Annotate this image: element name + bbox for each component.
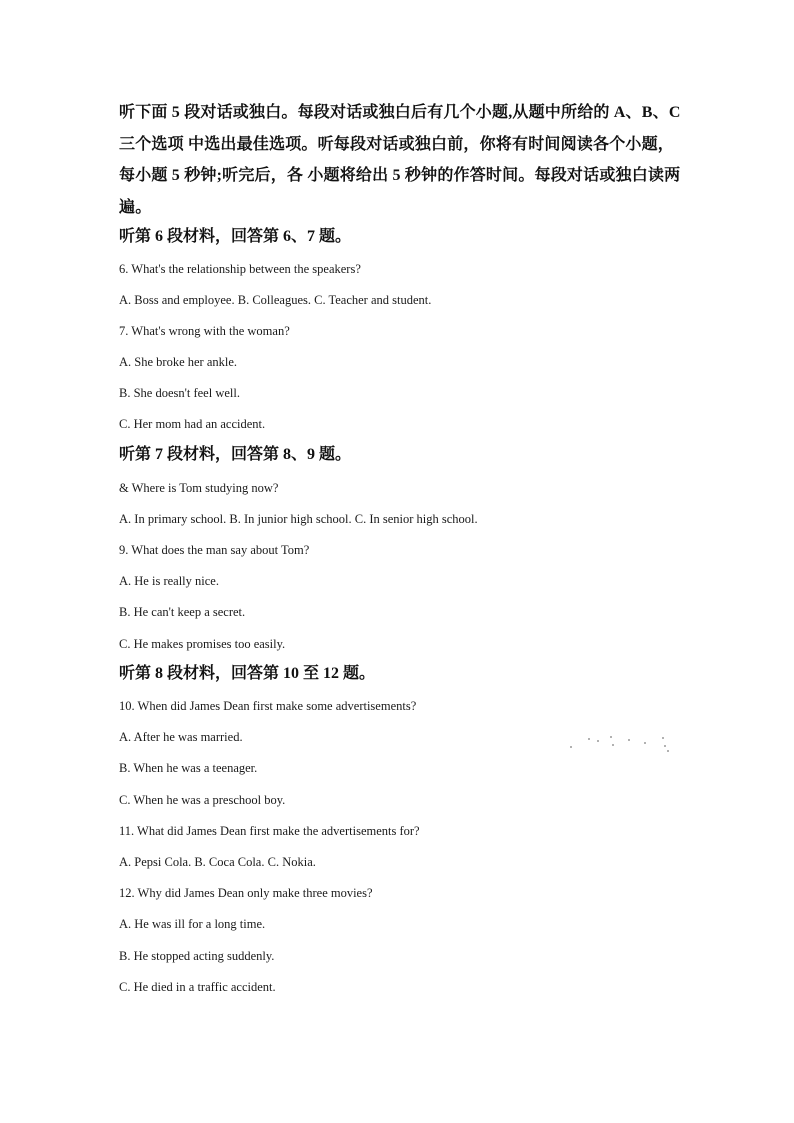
question-6-options: A. Boss and employee. B. Colleagues. C. Teacher and student. [119,293,432,307]
question-10-option-b: B. When he was a teenager. [119,761,258,775]
section-6-heading: 听第 6 段材料，回答第 6、7 题。 [119,228,352,245]
listening-instructions [119,97,679,223]
question-8-options: A. In primary school. B. In junior high school. C. In senior high school. [119,512,478,526]
question-7-option-a: A. She broke her ankle. [119,355,238,369]
section-8-heading: 听第 8 段材料，回答第 10 至 12 题。 [119,665,376,682]
question-12: 12. Why did James Dean only make three movies? [119,886,373,900]
question-9-option-b: B. He can't keep a secret. [119,605,246,619]
question-12-option-c: C. He died in a traffic accident. [119,980,276,994]
question-11-options: A. Pepsi Cola. B. Coca Cola. C. Nokia. [119,855,316,869]
instructions-line-2: 三个选项 中选出最佳选项。听每段对话或独白前，你将有时间阅读各个小题， [119,135,675,153]
question-7: 7. What's wrong with the woman? [119,324,290,338]
question-7-option-c: C. Her mom had an accident. [119,417,266,431]
scan-noise [566,732,672,754]
instructions-line-1: 听下面 5 段对话或独白。每段对话或独白后有几个小题,从题中所给的 A、B、C [119,104,681,121]
question-9-option-c: C. He makes promises too easily. [119,637,286,651]
question-10-option-c: C. When he was a preschool boy. [119,793,286,807]
question-7-option-b: B. She doesn't feel well. [119,386,240,400]
question-6: 6. What's the relationship between the speakers? [119,262,361,276]
question-10: 10. When did James Dean first make some advertisements? [119,699,417,713]
question-11: 11. What did James Dean first make the advertisements for? [119,824,420,838]
question-9: 9. What does the man say about Tom? [119,543,310,557]
instructions-line-4: 遍。 [119,198,152,216]
section-7-heading: 听第 7 段材料，回答第 8、9 题。 [119,446,352,463]
question-8: & Where is Tom studying now? [119,481,279,495]
instructions-line-3: 每小题 5 秒钟;听完后，各 小题将给出 5 秒钟的作答时间。每段对话或独白读两 [119,167,681,184]
question-12-option-b: B. He stopped acting suddenly. [119,949,275,963]
question-10-option-a: A. After he was married. [119,730,243,744]
question-9-option-a: A. He is really nice. [119,574,219,588]
question-12-option-a: A. He was ill for a long time. [119,917,266,931]
